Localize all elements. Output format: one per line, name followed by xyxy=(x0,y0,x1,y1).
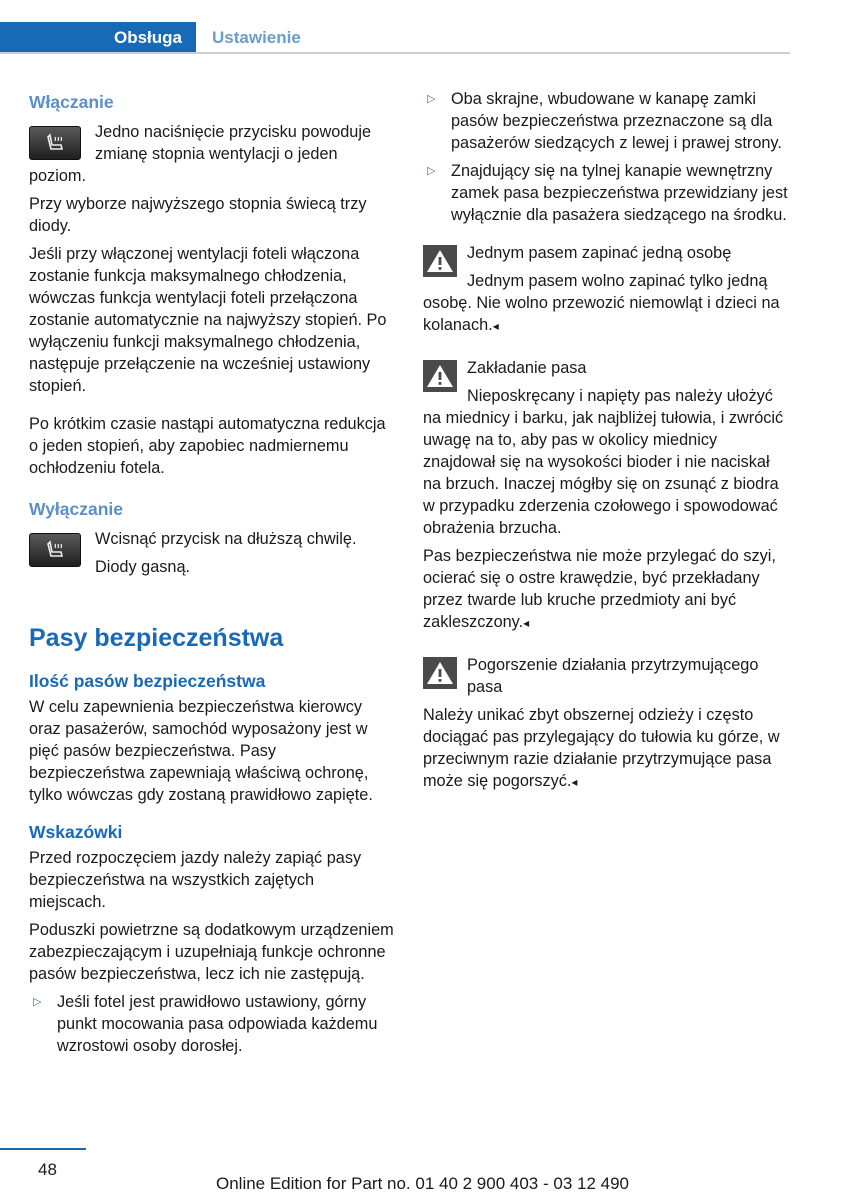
seat-ventilation-icon xyxy=(29,533,81,567)
bullet-triangle-icon: ▷ xyxy=(427,93,436,105)
off-text-1: Wcisnąć przycisk na dłuższą chwilę. xyxy=(95,530,357,548)
tab-obsluga-label: Obsługa xyxy=(113,28,182,47)
warning-icon xyxy=(423,245,457,277)
heading-wlaczanie: Włączanie xyxy=(29,92,114,112)
on-block xyxy=(29,121,395,193)
count-text: W celu zapewnienia bezpieczeństwa kierowcy oraz pasażerów, samochód wyposażony jest w pięć pasów bezpieczeństwa. Pasy bezpieczeństwa zapewniają właściwą ochronę, tylko wówczas gdy zostaną prawidłowo zapięte. xyxy=(29,698,373,804)
list-item xyxy=(423,88,789,154)
on-text-1: Jedno naciśnięcie przycisku powoduje zmianę stopnia wentylacji o jeden poziom. xyxy=(29,123,372,185)
header-rule xyxy=(0,52,790,54)
warning-block-2 xyxy=(423,357,789,640)
tab-obsluga xyxy=(0,22,196,54)
warning-1-text xyxy=(423,270,789,337)
warning-block-1 xyxy=(423,242,789,343)
list-item xyxy=(423,160,789,226)
warning-2-text-2-body: Pas bezpieczeństwa nie może przylegać do szyi, ocierać się o ostre krawędzie, być przekładany przez twarde lub kruche przedmioty ani być zakleszczony. xyxy=(423,547,776,631)
off-block xyxy=(29,528,395,584)
tab-ustawienie: Ustawienie xyxy=(212,28,301,47)
end-marker-icon: ◂ xyxy=(571,775,578,789)
on-text-2: Przy wyborze najwyższego stopnia świecą trzy diody. xyxy=(29,195,367,235)
tips-text-2: Poduszki powietrzne są dodatkowym urządzeniem zabezpieczającym i uzupełniają funkcje ochronne pasów bezpieczeństwa, lecz ich nie zastępują. xyxy=(29,921,394,983)
warning-2-text-1: Nieposkręcany i napięty pas należy ułożyć na miednicy i barku, jak najbliżej tułowia, i zwrócić uwagę na to, aby pas w okolicy miednicy znajdował się na wysokości bioder i nie naciskał na brzuch. Inaczej mógłby się on zsunąć z biodra w przypadku zderzenia czołowego i spowodować obrażenia brzucha. xyxy=(423,387,784,537)
tips-text-1: Przed rozpoczęciem jazdy należy zapiąć pasy bezpieczeństwa na wszystkich zajętych miejscach. xyxy=(29,849,362,911)
warning-3-title: Pogorszenie działania przytrzymującego pasa xyxy=(467,656,759,696)
section-title: Pasy bezpieczeństwa xyxy=(29,624,284,652)
warning-2-title: Zakładanie pasa xyxy=(467,359,587,377)
off-text-2: Diody gasną. xyxy=(95,558,191,576)
warning-icon xyxy=(423,360,457,392)
warning-3-text-body: Należy unikać zbyt obszernej odzieży i często dociągać pas przylegający do tułowia ku górze, w przeciwnym razie działanie przytrzymujące pasa może się pogorszyć. xyxy=(423,706,780,790)
warning-icon xyxy=(423,657,457,689)
warning-block-3 xyxy=(423,654,789,799)
warning-1-title: Jednym pasem zapinać jedną osobę xyxy=(467,244,732,262)
heading-ilosc-pasow: Ilość pasów bezpieczeństwa xyxy=(29,671,266,691)
warning-1-text-body: Jednym pasem wolno zapinać tylko jedną osobę. Nie wolno przewozić niemowląt i dzieci na kolanach. xyxy=(423,272,780,334)
end-marker-icon: ◂ xyxy=(523,616,530,630)
list-item xyxy=(29,991,395,1057)
bullet-triangle-icon: ▷ xyxy=(427,165,436,177)
bullet-triangle-icon: ▷ xyxy=(33,996,42,1008)
on-text-3: Jeśli przy włączonej wentylacji foteli włączona zostanie funkcja maksymalnego chłodzenia, wówczas funkcja wentylacji foteli przełączona zostanie automatycznie na najwyższy stopień. Po wyłączeniu funkcji maksymalnego chłodzenia, następuje przełączenie na wcześniej ustawiony stopień. xyxy=(29,245,387,395)
right-column xyxy=(423,88,789,813)
on-text-4: Po krótkim czasie nastąpi automatyczna redukcja o jeden stopień, aby zapobiec nadmiernemu ochłodzeniu fotela. xyxy=(29,415,386,477)
page-number: 48 xyxy=(38,1160,57,1179)
end-marker-icon: ◂ xyxy=(492,319,499,333)
warning-2-text-2 xyxy=(423,545,789,634)
footer-edition: Online Edition for Part no. 01 40 2 900 403 - 03 12 490 xyxy=(215,1174,629,1193)
heading-wylaczanie: Wyłączanie xyxy=(29,499,124,519)
list-item-text: Oba skrajne, wbudowane w kanapę zamki pasów bezpieczeństwa przeznaczone są dla pasażerów siedzących z lewej i prawej strony. xyxy=(451,90,782,152)
seat-ventilation-icon xyxy=(29,126,81,160)
list-item-text: Znajdujący się na tylnej kanapie wewnętrzny zamek pasa bezpieczeństwa przewidziany jest wyłącznie dla pasażera siedzącego na środku. xyxy=(451,162,788,224)
list-item-text: Jeśli fotel jest prawidłowo ustawiony, górny punkt mocowania pasa odpowiada każdemu wzrostowi osoby dorosłej. xyxy=(57,993,378,1055)
heading-wskazowki: Wskazówki xyxy=(29,822,123,842)
footer-rule xyxy=(0,1148,86,1150)
left-column xyxy=(29,88,395,1063)
warning-3-text xyxy=(423,704,789,793)
